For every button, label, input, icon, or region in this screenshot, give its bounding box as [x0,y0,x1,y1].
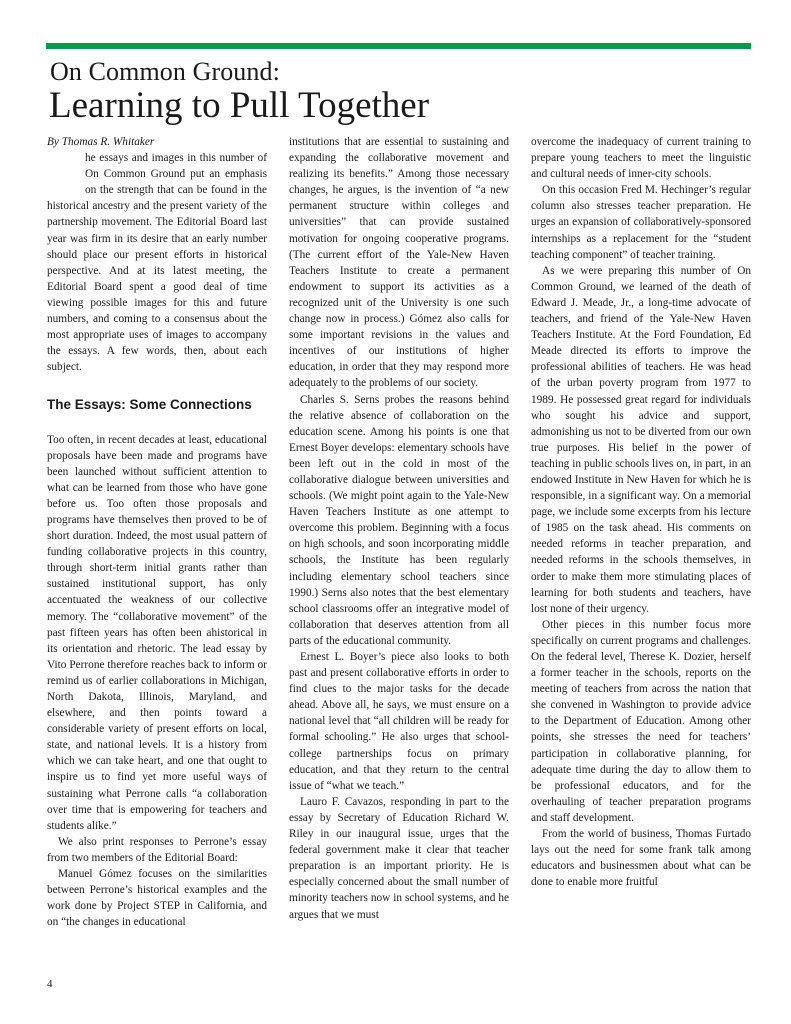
paragraph: Ernest L. Boyer’s piece also looks to both past and present collaborative efforts in order to find clues to the major tasks for the decade ahead. Above all, he says, we must ensure on a national level that “all children will be ready for formal schooling.” He also urges that school-college partnerships focus on primary education, and that they return to the central issue of “what we teach.” [289,651,509,792]
paragraph: As we were preparing this number of On Common Ground, we learned of the death of Edward J. Meade, Jr., a long-time advocate of teachers, and friend of the Yale-New Haven Teachers Institute. At the Ford Foundation, Ed Meade directed its efforts to improve the professional abilities of teachers. He was head of the urban poverty program from 1977 to 1989. He possessed great regard for individuals who sought his advice and support, admonishing us not to be diverted from our own true purposes. His belief in the power of teaching in public schools lives on, in part, in an endowed Institute in New Haven for which he is responsible, in a significant way. On a memorial page, we include some excerpts from his lecture of 1985 on the task ahead. His comments on needed reforms in teacher preparation, and needed reforms in the schools themselves, in order to make them more stimulating places of learning for both students and teachers, have lost none of their urgency. [531,264,751,615]
text-column-1 [47,134,267,930]
paragraph: institutions that are essential to sustaining and expanding the collaborative movement and realizing its benefits.” Among those necessary changes, he argues, is the invention of “a new permanent structure within colleges and universities” that can provide sustained motivation for ongoing cooperative programs. (The current effort of the Yale-New Haven Teachers Institute to create a permanent endowment to support its activities as a recognized unit of the University is one such change now in process.) Gómez also calls for some important revisions in the values and incentives of our institutions of higher education, in order that they may respond more adequately to the problems of our society. [289,136,509,390]
paragraph: On this occasion Fred M. Hechinger’s regular column also stresses teacher preparation. He urges an expansion of collaboratively-sponsored internships as a replacement for the “student teaching component” of teacher training. [531,184,751,261]
paragraph: he essays and images in this number of On Common Ground put an emphasis on the strength that can be found in the historical ancestry and the present variety of the partnership movement. The Editorial Board last year was firm in its desire that an early number should place our present efforts in historical perspective. And at its latest meeting, the Editorial Board spent a good deal of time viewing possible images for this and future numbers, and coming to a consensus about the most appropriate uses of images to accompany the essays. A few words, then, about each subject. [47,152,267,374]
top-green-rule [46,43,751,49]
text-column-3 [531,134,751,890]
paragraph: overcome the inadequacy of current training to prepare young teachers to meet the linguistic and cultural needs of inner-city schools. [531,136,751,181]
paragraph: From the world of business, Thomas Furtado lays out the need for some frank talk among educators and businessmen about what can be done to enable more fruitful [531,828,751,889]
section-heading: The Essays: Some Connections [47,397,252,413]
paragraph: Other pieces in this number focus more specifically on current programs and challenges. On the federal level, Therese K. Dozier, herself a former teacher in the schools, reports on the meeting of teachers from across the nation that she convened in Washington to provide advice to the Department of Education. Among other points, she stresses the need for teachers’ participation in collaborative planning, for adequate time during the day to allow them to be professional educators, and for the overhauling of teacher preparation programs and staff development. [531,618,751,824]
page-number: 4 [47,978,53,990]
drop-cap-space [47,150,85,194]
text-column-2 [289,134,509,923]
article-title: Learning to Pull Together [49,85,430,126]
byline: By Thomas R. Whitaker [47,136,155,148]
paragraph: Charles S. Serns probes the reasons behind the relative absence of collaboration on the education scene. Among his points is one that Ernest Boyer develops: elementary schools have been left out in the cold in most of the collaborative dialogue between universities and schools. (We might point again to the Yale-New Haven Teachers Institute as one attempt to overcome this problem. Beginning with a focus on high schools, and soon incorporating middle schools, the Institute has been regularly including elementary school teachers since 1990.) Serns also notes that the best elementary school classrooms offer an integrative model of collaboration that deserves attention from all parts of the educational community. [289,393,509,647]
paragraph: Too often, in recent decades at least, educational proposals have been made and programs have been launched without sufficient attention to what can be learned from those who have gone before us. Too often those proposals and programs have themselves then proved to be of short duration. Indeed, the most usual pattern of funding collaborative projects in this country, through short-term initial grants rather than sustained institutional support, has only accentuated the weakness of our collective memory. The “collaborative movement” of the past fifteen years has often been ahistorical in its orientation and rhetoric. The lead essay by Vito Perrone therefore reaches back to inform or remind us of earlier collaborations in Michigan, North Dakota, Illinois, Maryland, and elsewhere, and then points toward a considerable variety of present efforts on local, state, and national levels. It is a history from which we can take heart, and one that ought to inspire us to find yet more useful ways of sustaining what Perrone calls “a collaboration over time that is empowering for teachers and students alike.” [47,433,267,832]
paragraph: Manuel Gómez focuses on the similarities between Perrone’s historical examples and the work done by Project STEP in California, and on “the changes in educational [47,868,267,929]
paragraph: We also print responses to Perrone’s essay from two members of the Editorial Board: [47,835,267,864]
series-title: On Common Ground: [50,57,280,86]
paragraph: Lauro F. Cavazos, responding in part to the essay by Secretary of Education Richard W. Riley in our inaugural issue, urges that the federal government make it clear that teacher preparation is an important priority. He is especially concerned about the small number of minority teachers now in school systems, and he argues that we must [289,795,509,921]
